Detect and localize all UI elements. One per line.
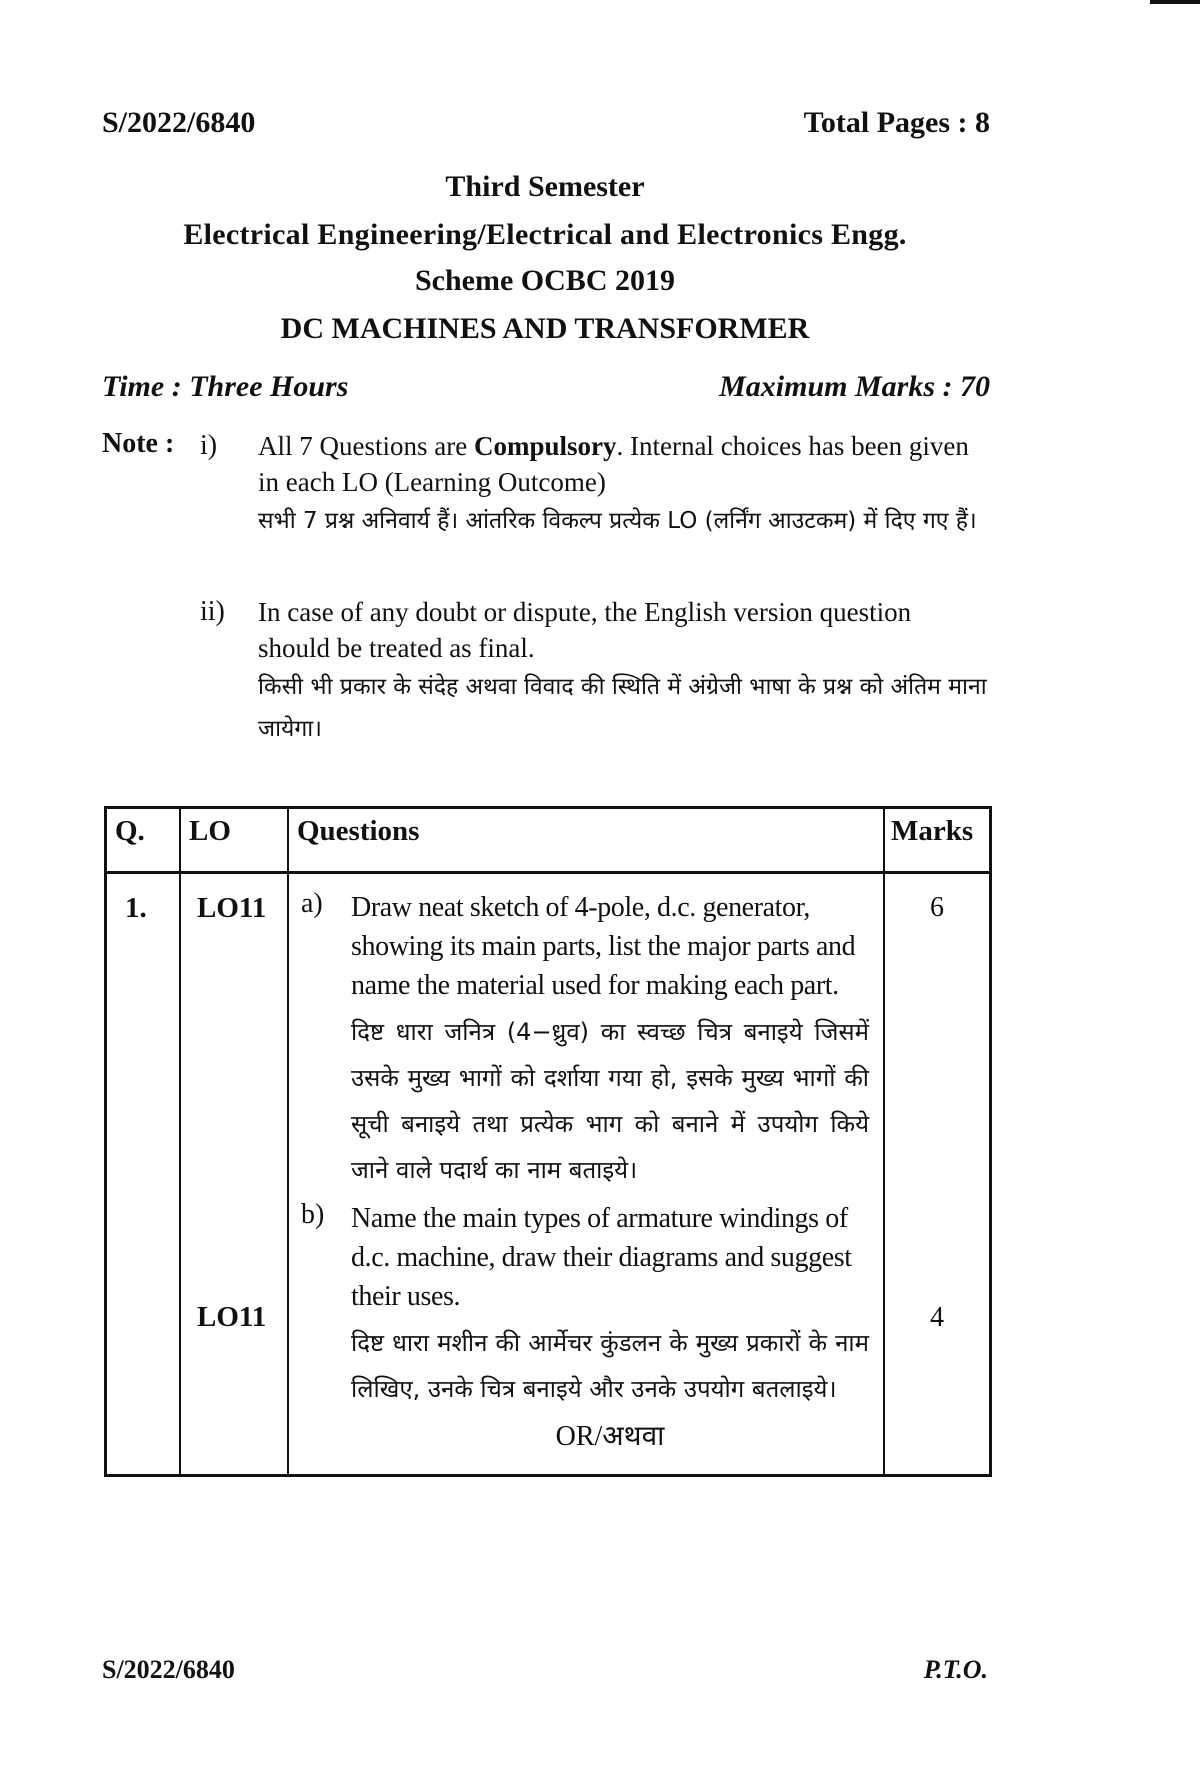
- question-hindi: दिष्ट धारा मशीन की आर्मेचर कुंडलन के मुख्य प्रकारों के नाम लिखिए, उनके चित्र बनाइये और उनके उपयोग बतलाइये।: [351, 1329, 869, 1403]
- note-item: [258, 594, 988, 750]
- table-row: [106, 873, 991, 1476]
- lo-code: LO11: [197, 892, 267, 924]
- header-q: Q.: [106, 808, 181, 873]
- branch-title: Electrical Engineering/Electrical and Electronics Engg.: [183, 218, 907, 251]
- lo-code: LO11: [197, 1301, 267, 1333]
- marks-value: 4: [930, 1302, 944, 1333]
- or-divider: OR/अथवा: [555, 1421, 665, 1452]
- footer-paper-code: S/2022/6840: [102, 1655, 235, 1684]
- total-pages: Total Pages : 8: [803, 106, 990, 139]
- exam-time: Time : Three Hours: [102, 370, 349, 403]
- semester-title: Third Semester: [445, 170, 645, 203]
- note-number: i): [200, 430, 218, 461]
- part-label: b): [301, 1199, 325, 1230]
- note-english: All 7 Questions are Compulsory. Internal choices has been given in each LO (Learning Outcome): [258, 431, 969, 497]
- corner-mark: [1150, 0, 1200, 4]
- questions-cell: [288, 873, 884, 1476]
- table-header-row: [106, 808, 991, 873]
- note-item: [258, 428, 988, 542]
- question-english: Draw neat sketch of 4-pole, d.c. generator, showing its main parts, list the major parts and name the material used for making each part.: [351, 892, 856, 1001]
- header-lo: LO: [180, 808, 288, 873]
- question-table: [104, 806, 992, 1477]
- question-number: 1.: [106, 873, 181, 1476]
- note-label: Note :: [102, 428, 175, 459]
- lo-cell: [180, 873, 288, 1476]
- note-english: In case of any doubt or dispute, the English version question should be treated as final.: [258, 597, 912, 663]
- footer-pto: P.T.O.: [923, 1655, 988, 1684]
- marks-value: 6: [930, 892, 944, 923]
- note-hindi: सभी 7 प्रश्न अनिवार्य हैं। आंतरिक विकल्प प्रत्येक LO (लर्निंग आउटकम) में दिए गए हैं।: [258, 508, 977, 534]
- part-body: [351, 1199, 869, 1454]
- header-questions: Questions: [288, 808, 884, 873]
- scheme-title: Scheme OCBC 2019: [415, 264, 675, 297]
- question-part-a: [301, 888, 869, 1193]
- subject-title: DC MACHINES AND TRANSFORMER: [280, 312, 810, 345]
- marks-cell: [884, 873, 991, 1476]
- maximum-marks: Maximum Marks : 70: [719, 370, 990, 403]
- part-body: [351, 888, 869, 1193]
- question-part-b: [301, 1199, 869, 1454]
- question-english: Name the main types of armature windings of d.c. machine, draw their diagrams and suggest their uses.: [351, 1203, 852, 1312]
- question-hindi: दिष्ट धारा जनित्र (4−ध्रुव) का स्वच्छ चित्र बनाइये जिसमें उसके मुख्य भागों को दर्शाया गया हो, इसके मुख्य भागों की सूची बनाइये तथा प्रत्येक भाग को बनाने में उपयोग किये जाने वाले पदार्थ का नाम बताइये।: [351, 1018, 869, 1184]
- header-marks: Marks: [884, 808, 991, 873]
- part-label: a): [301, 888, 323, 919]
- note-number: ii): [200, 596, 225, 627]
- paper-code: S/2022/6840: [102, 106, 256, 139]
- note-hindi: किसी भी प्रकार के संदेह अथवा विवाद की स्थिति में अंग्रेजी भाषा के प्रश्न को अंतिम माना जायेगा।: [258, 674, 987, 742]
